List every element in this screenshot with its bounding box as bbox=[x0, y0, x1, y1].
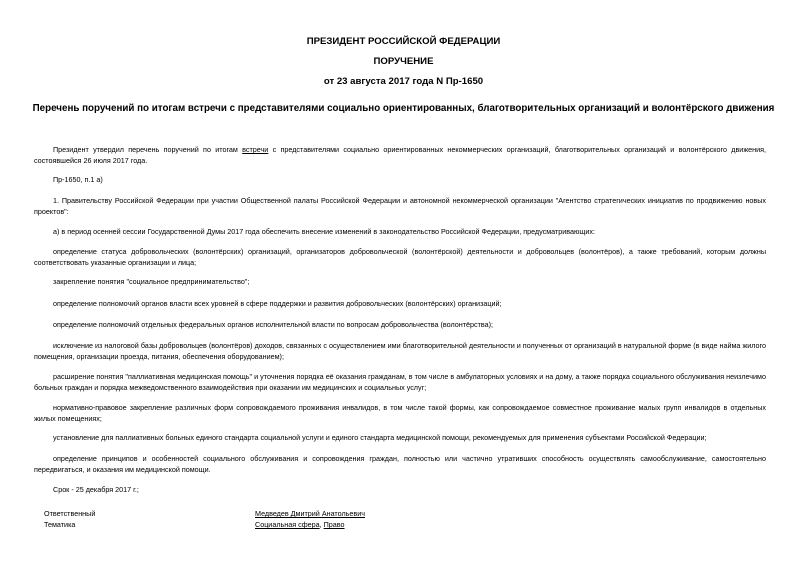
responsible-link[interactable]: Медведев Дмитрий Анатольевич bbox=[255, 509, 365, 518]
point-paragraph: исключение из налоговой базы добровольцев (волонтёров) доходов, связанных с осуществлением ими благотворительной деятельности и полученных от организаций в натуральной форме (в виде найма жилого помещения, организации проезда, питания, обеспечения оборудованием); bbox=[34, 341, 766, 361]
item-1-paragraph: 1. Правительству Российской Федерации при участии Общественной палаты Российской Федерации и автономной некоммерческой организации "Агентство стратегических инициатив по продвижению новых проектов": bbox=[34, 196, 766, 216]
topic-link-social[interactable]: Социальная сфера bbox=[255, 520, 320, 529]
topic-links bbox=[255, 520, 345, 529]
intro-paragraph bbox=[34, 144, 766, 166]
intro-text-after: с представителями социально ориентированных некоммерческих организаций, благотворительных организаций и волонтёрского движения, состоявшейся 26 июля 2017 года. bbox=[34, 145, 766, 165]
point-paragraph: установление для паллиативных больных единого стандарта социальной услуги и единого стандарта медицинской помощи, рекомендуемых для применения субъектами Российской Федерации; bbox=[53, 433, 707, 442]
item-1a-paragraph: а) в период осенней сессии Государственной Думы 2017 года обеспечить внесение изменений в законодательство Российской Федерации, предусматривающих: bbox=[53, 227, 595, 236]
point-paragraph: нормативно-правовое закрепление различных форм сопровождаемого проживания инвалидов, в том числе такой формы, как сопровождаемое совместное проживание малых групп инвалидов в отдельных жилых помещениях; bbox=[34, 403, 766, 423]
topic-link-law[interactable]: Право bbox=[323, 520, 345, 529]
intro-text-before: Президент утвердил перечень поручений по итогам bbox=[53, 145, 243, 154]
point-paragraph: определение полномочий отдельных федеральных органов исполнительной власти по вопросам добровольчества (волонтёрства); bbox=[53, 320, 494, 329]
point-paragraph: расширение понятия "паллиативная медицинская помощь" и уточнения порядка её оказания гражданам, в том числе в амбулаторных условиях и на дому, а также порядка социального обслуживания неизлечимо больных граждан и порядка межведомственного взаимодействия при оказании им медицинских и социальных услуг; bbox=[34, 372, 766, 392]
point-paragraph: определение статуса добровольческих (волонтёрских) организаций, организаторов добровольческой (волонтёрской) деятельности и добровольцев (волонтёров), а также требований, которым должны соответствовать указанные организации и лица; bbox=[34, 247, 766, 267]
document-title: Перечень поручений по итогам встречи с представителями социально ориентированных, благотворительных организаций и волонтёрского движения bbox=[32, 103, 775, 114]
document-type-heading: ПОРУЧЕНИЕ bbox=[373, 56, 434, 67]
issuer-heading: ПРЕЗИДЕНТ РОССИЙСКОЙ ФЕДЕРАЦИИ bbox=[306, 36, 501, 47]
deadline-paragraph: Срок - 25 декабря 2017 г.; bbox=[53, 485, 139, 494]
point-paragraph: закрепление понятия "социальное предпринимательство"; bbox=[53, 277, 250, 286]
topic-separator: , bbox=[319, 520, 324, 529]
point-paragraph: определение принципов и особенностей социального обслуживания и сопровождения граждан, полностью или частично утративших способность осуществлять самообслуживание, самостоятельно передвигаться, и оказания им медицинской помощи. bbox=[34, 454, 766, 474]
responsible-label: Ответственный bbox=[44, 509, 96, 518]
topic-label: Тематика bbox=[44, 520, 76, 529]
meeting-link[interactable]: встречи bbox=[242, 145, 269, 154]
point-paragraph: определение полномочий органов власти всех уровней в сфере поддержки и развития добровольческих (волонтёрских) организаций; bbox=[53, 299, 502, 308]
reference-paragraph: Пр-1650, п.1 а) bbox=[53, 175, 103, 184]
date-number-heading: от 23 августа 2017 года N Пр-1650 bbox=[323, 76, 484, 87]
